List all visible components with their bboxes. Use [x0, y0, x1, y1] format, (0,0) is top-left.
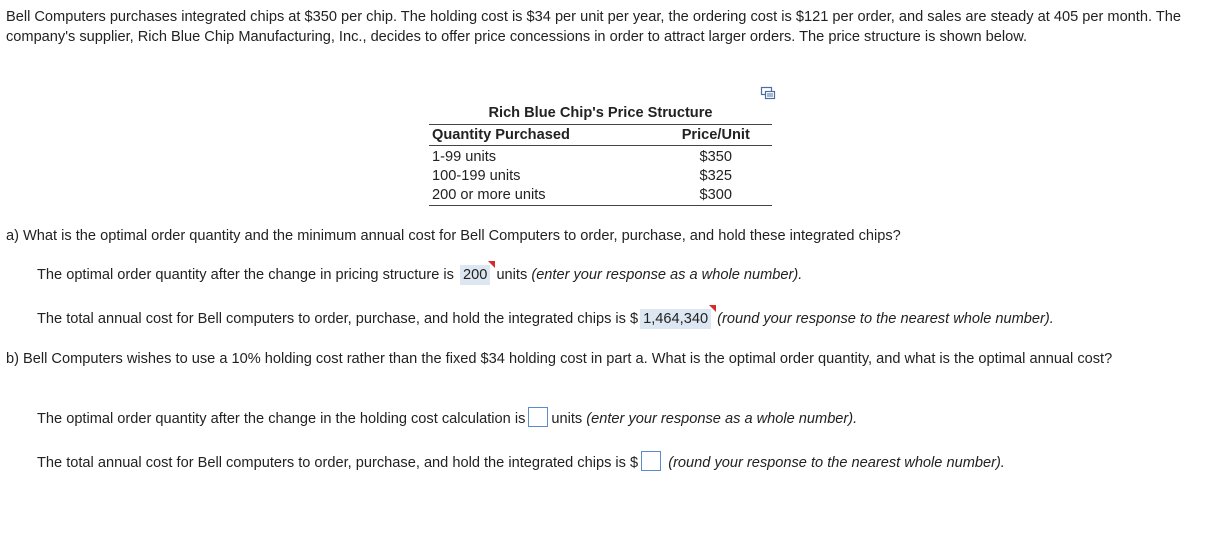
part-a-cost-line	[37, 308, 1054, 330]
response-hint: (enter your response as a whole number).	[586, 411, 858, 427]
table-row	[429, 186, 772, 206]
row-quantity: 100-199 units	[432, 168, 521, 184]
part-a-cost-answer[interactable]	[640, 309, 711, 329]
copy-icon[interactable]	[760, 85, 776, 101]
part-b-cost-prompt: The total annual cost for Bell computers to order, purchase, and hold the integrated chips is $	[37, 455, 639, 471]
part-a-quantity-line	[37, 264, 802, 286]
response-hint: (round your response to the nearest whole number).	[717, 311, 1054, 327]
response-hint: (round your response to the nearest whole number).	[668, 455, 1005, 471]
table-title: Rich Blue Chip's Price Structure	[488, 105, 713, 121]
header-quantity: Quantity Purchased	[429, 125, 623, 146]
part-b-cost-input[interactable]	[641, 451, 661, 471]
part-b-cost-line	[37, 451, 1005, 474]
incorrect-flag-icon	[488, 261, 495, 268]
row-price: $325	[699, 168, 732, 184]
part-a-quantity-prompt: The optimal order quantity after the change in pricing structure is	[37, 267, 454, 283]
price-structure-table	[429, 104, 772, 206]
table-row	[429, 146, 772, 168]
problem-statement: Bell Computers purchases integrated chips at $350 per chip. The holding cost is $34 per unit per year, the ordering cost is $121 per order, and sales are steady at 405 per month. The company's supplier, Rich Blue Chip Manufacturing, Inc., decides to offer price concessions in order to attract larger orders. The price structure is shown below.	[6, 9, 1181, 45]
part-b-quantity-prompt: The optimal order quantity after the change in the holding cost calculation is	[37, 411, 526, 427]
table-header-row	[429, 125, 772, 146]
row-quantity: 1-99 units	[432, 149, 497, 165]
row-price: $300	[623, 186, 772, 206]
question-b: b) Bell Computers wishes to use a 10% holding cost rather than the fixed $34 holding cost in part a. What is the optimal order quantity, and what is the optimal annual cost?	[6, 351, 1113, 367]
header-price: Price/Unit	[623, 125, 772, 146]
unit-label: units	[551, 411, 583, 427]
part-a-quantity-answer[interactable]	[460, 265, 490, 285]
row-quantity: 200 or more units	[429, 186, 623, 206]
table-row	[429, 167, 772, 186]
part-a-cost-prompt: The total annual cost for Bell computers to order, purchase, and hold the integrated chips is $	[37, 311, 639, 327]
incorrect-flag-icon	[709, 305, 716, 312]
question-a: a) What is the optimal order quantity and the minimum annual cost for Bell Computers to order, purchase, and hold these integrated chips?	[6, 228, 901, 244]
part-b-quantity-input[interactable]	[528, 407, 548, 427]
response-hint: (enter your response as a whole number).	[531, 267, 803, 283]
part-b-quantity-line	[37, 407, 857, 430]
unit-label: units	[496, 267, 528, 283]
answer-value: 1,464,340	[643, 311, 709, 327]
answer-value: 200	[463, 267, 488, 283]
row-price: $350	[699, 149, 732, 165]
